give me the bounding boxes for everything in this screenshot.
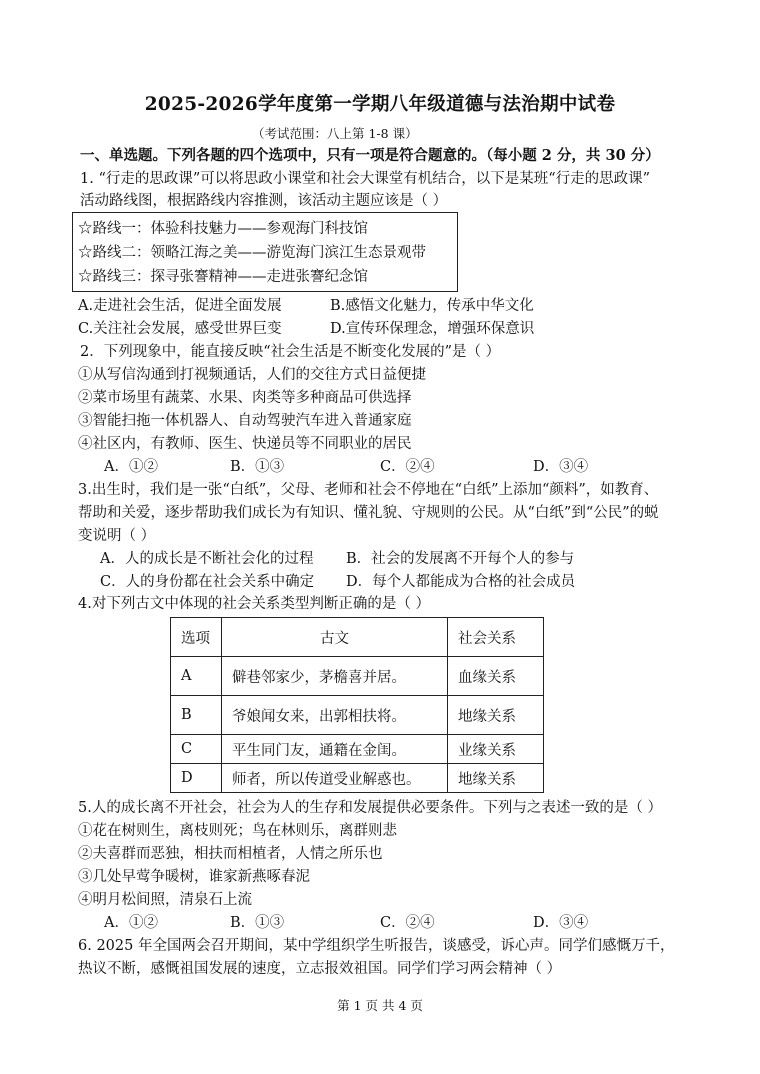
- q2-stem: 2．下列现象中，能直接反映“社会生活是不断变化发展的”是（ ）: [80, 344, 501, 360]
- q1-route-3: ☆路线三：探寻张謇精神——走进张謇纪念馆: [78, 269, 368, 285]
- table-cell: D: [171, 764, 222, 793]
- q3-stem-line2: 帮助和关爱，逐步帮助我们成长为有知识、懂礼貌、守规则的公民。从“白纸”到“公民”的蜕: [78, 505, 659, 521]
- q1-stem-line2: 活动路线图，根据路线内容推测，该活动主题应该是（ ）: [80, 193, 448, 209]
- q4-stem: 4.对下列古文中体现的社会关系类型判断正确的是（ ）: [78, 596, 430, 612]
- table-cell: 师者，所以传道受业解惑也。: [222, 764, 448, 793]
- q3-option-c: C．人的身份都在社会关系中确定: [100, 574, 315, 590]
- table-cell: 爷娘闻女来，出郭相扶将。: [222, 696, 448, 735]
- q1-option-c: C.关注社会发展，感受世界巨变: [78, 321, 282, 337]
- table-row: [171, 735, 544, 764]
- q2-option-c: C．②④: [380, 459, 435, 475]
- q1-option-a: A.走进社会生活，促进全面发展: [78, 298, 282, 314]
- table-cell: 业缘关系: [448, 735, 544, 764]
- table-header-cell: 选项: [171, 618, 222, 657]
- table-row: [171, 764, 544, 793]
- q3-stem-line3: 变说明（ ）: [78, 528, 156, 544]
- q5-item-3: ③几处早莺争暖树，谁家新燕啄春泥: [78, 869, 310, 885]
- q5-option-b: B．①③: [230, 915, 285, 931]
- q4-table: [170, 617, 544, 793]
- q3-option-d: D．每个人都能成为合格的社会成员: [346, 574, 576, 590]
- q2-item-4: ④社区内，有教师、医生、快递员等不同职业的居民: [78, 436, 412, 452]
- exam-title: 2025-2026学年度第一学期八年级道德与法治期中试卷: [144, 94, 616, 115]
- q2-option-d: D．③④: [533, 459, 589, 475]
- section-heading: 一、单选题。下列各题的四个选项中，只有一项是符合题意的。（每小题 2 分，共 30 分）: [80, 147, 660, 164]
- table-cell: C: [171, 735, 222, 764]
- q3-option-b: B．社会的发展离不开每个人的参与: [346, 551, 575, 567]
- q5-option-d: D．③④: [533, 915, 589, 931]
- table-cell: 平生同门友，通籍在金闺。: [222, 735, 448, 764]
- q3-option-a: A．人的成长是不断社会化的过程: [100, 551, 314, 567]
- q1-option-b: B.感悟文化魅力，传承中华文化: [330, 298, 534, 314]
- table-row: [171, 657, 544, 696]
- table-cell: 地缘关系: [448, 696, 544, 735]
- q1-option-d: D.宣传环保理念，增强环保意识: [330, 321, 535, 337]
- table-cell: 血缘关系: [448, 657, 544, 696]
- q1-route-1: ☆路线一：体验科技魅力——参观海门科技馆: [78, 221, 368, 237]
- q1-stem-line1: 1. “行走的思政课”可以将思政小课堂和社会大课堂有机结合，以下是某班“行走的思政课”: [80, 171, 651, 187]
- q2-option-b: B．①③: [230, 459, 285, 475]
- q5-stem: 5.人的成长离不开社会，社会为人的生存和发展提供必要条件。下列与之表述一致的是（ ）: [78, 800, 662, 816]
- page-footer: 第 1 页 共 4 页: [337, 998, 423, 1013]
- q2-item-3: ③智能扫拖一体机器人、自动驾驶汽车进入普通家庭: [78, 413, 412, 429]
- q5-item-2: ②夫喜群而恶独，相扶而相植者，人情之所乐也: [78, 846, 383, 862]
- q3-stem-line1: 3.出生时，我们是一张“白纸”，父母、老师和社会不停地在“白纸”上添加“颜料”，如教育、: [78, 482, 659, 498]
- table-cell: 僻巷邻家少，茅檐喜并居。: [222, 657, 448, 696]
- q5-option-a: A．①②: [104, 915, 158, 931]
- q2-item-1: ①从写信沟通到打视频通话，人们的交往方式日益便捷: [78, 367, 426, 383]
- q6-stem-line2: 热议不断，感慨祖国发展的速度，立志报效祖国。同学们学习两会精神（ ）: [78, 961, 562, 977]
- table-cell: B: [171, 696, 222, 735]
- q5-item-1: ①花在树则生，离枝则死；鸟在林则乐，离群则悲: [78, 823, 397, 839]
- table-header-cell: 古文: [222, 618, 448, 657]
- table-header-row: [171, 618, 544, 657]
- q2-option-a: A．①②: [104, 459, 158, 475]
- q1-route-2: ☆路线二：领略江海之美——游览海门滨江生态景观带: [78, 245, 426, 261]
- table-header-cell: 社会关系: [448, 618, 544, 657]
- table-row: [171, 696, 544, 735]
- q6-stem-line1: 6. 2025 年全国两会召开期间，某中学组织学生听报告，谈感受，诉心声。同学们感慨万千，: [78, 938, 675, 954]
- exam-scope: （考试范围：八上第 1-8 课）: [252, 126, 418, 141]
- table-cell: A: [171, 657, 222, 696]
- q2-item-2: ②菜市场里有蔬菜、水果、肉类等多种商品可供选择: [78, 390, 412, 406]
- q5-option-c: C．②④: [380, 915, 435, 931]
- q5-item-4: ④明月松间照，清泉石上流: [78, 892, 252, 908]
- table-cell: 地缘关系: [448, 764, 544, 793]
